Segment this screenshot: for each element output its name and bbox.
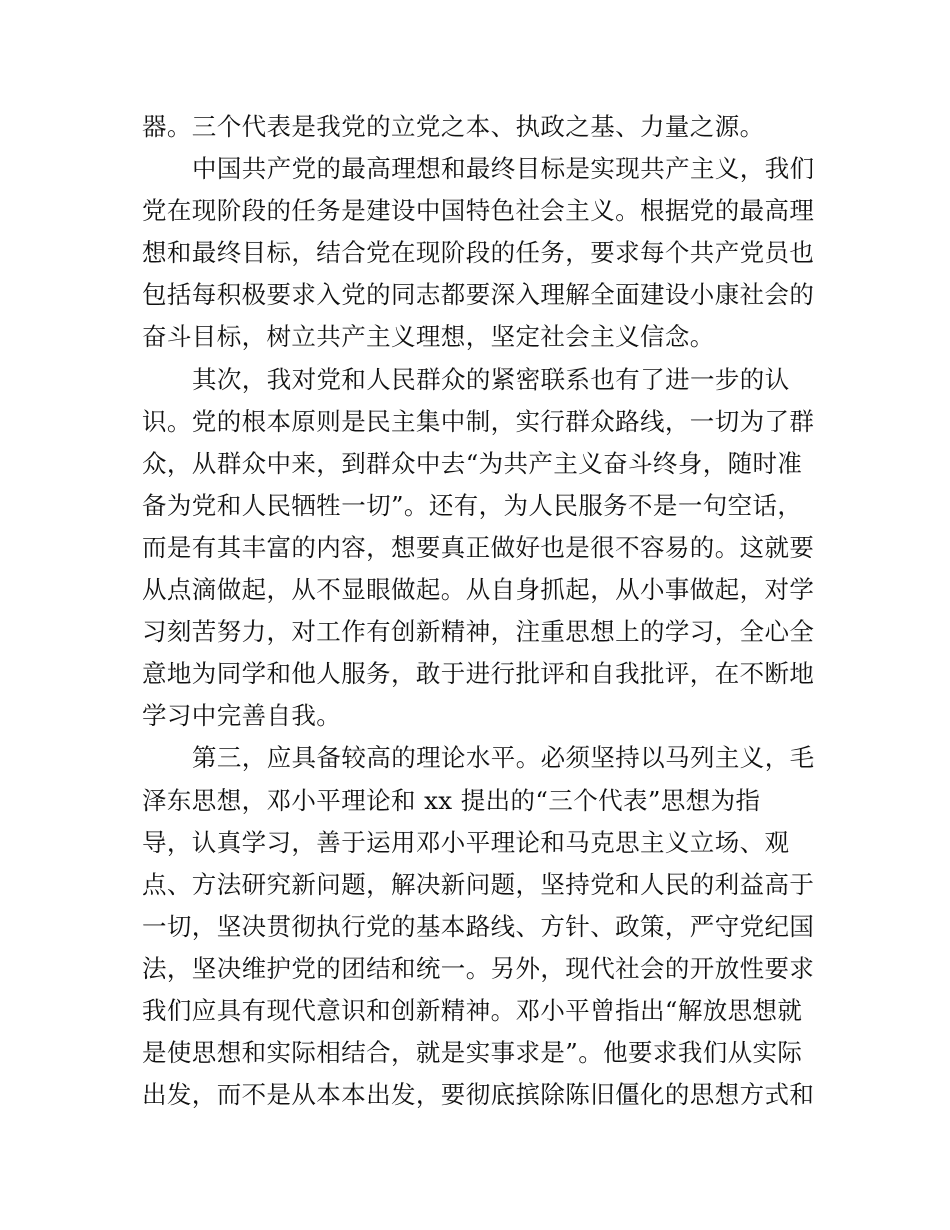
text-line: 一切，坚决贯彻执行党的基本路线、方针、政策，严守党纪国 — [142, 911, 815, 941]
text-line: 是使思想和实际相结合，就是实事求是”。他要求我们从实际 — [142, 1038, 803, 1068]
text-line: 出发，而不是从本本出发，要彻底摈除陈旧僵化的思想方式和 — [142, 1080, 815, 1110]
text-line: 法，坚决维护党的团结和统一。另外，现代社会的开放性要求 — [142, 953, 815, 983]
text-line: 学习中完善自我。 — [142, 701, 342, 731]
text-line: 想和最终目标，结合党在现阶段的任务，要求每个共产党员也 — [142, 238, 815, 268]
text-line: 众，从群众中来，到群众中去“为共产主义奋斗终身，随时准 — [142, 448, 803, 478]
text-line: 从点滴做起，从不显眼做起。从自身抓起，从小事做起，对学 — [142, 575, 815, 605]
text-line: 奋斗目标，树立共产主义理想，坚定社会主义信念。 — [142, 322, 715, 352]
text-line: 中国共产党的最高理想和最终目标是实现共产主义，我们 — [192, 154, 815, 184]
paragraph — [142, 148, 814, 358]
text-line: 其次，我对党和人民群众的紧密联系也有了进一步的认 — [192, 364, 790, 394]
paragraph — [142, 737, 814, 1116]
text-line: 备为党和人民牺牲一切”。还有，为人民服务不是一句空话， — [142, 490, 803, 520]
paragraph — [142, 359, 814, 738]
text-line: 习刻苦努力，对工作有创新精神，注重思想上的学习，全心全 — [142, 617, 815, 647]
text-line: 器。三个代表是我党的立党之本、执政之基、力量之源。 — [142, 112, 765, 141]
paragraph — [142, 106, 814, 148]
text-line: 而是有其丰富的内容，想要真正做好也是很不容易的。这就要 — [142, 532, 815, 562]
text-line: 第三，应具备较高的理论水平。必须坚持以马列主义，毛 — [192, 743, 815, 773]
text-line: 点、方法研究新问题，解决新问题，坚持党和人民的利益高于 — [142, 869, 815, 899]
text-line: 泽东思想，邓小平理论和 xx 提出的“三个代表”思想为指 — [142, 785, 761, 815]
text-line: 我们应具有现代意识和创新精神。邓小平曾指出“解放思想就 — [142, 995, 803, 1025]
text-line: 党在现阶段的任务是建设中国特色社会主义。根据党的最高理 — [142, 196, 815, 226]
document-body — [142, 106, 814, 1116]
text-line: 包括每积极要求入党的同志都要深入理解全面建设小康社会的 — [142, 280, 815, 310]
text-line: 识。党的根本原则是民主集中制，实行群众路线，一切为了群 — [142, 406, 815, 436]
text-line: 意地为同学和他人服务，敢于进行批评和自我批评，在不断地 — [142, 659, 815, 689]
text-line: 导，认真学习，善于运用邓小平理论和马克思主义立场、观 — [142, 827, 790, 857]
